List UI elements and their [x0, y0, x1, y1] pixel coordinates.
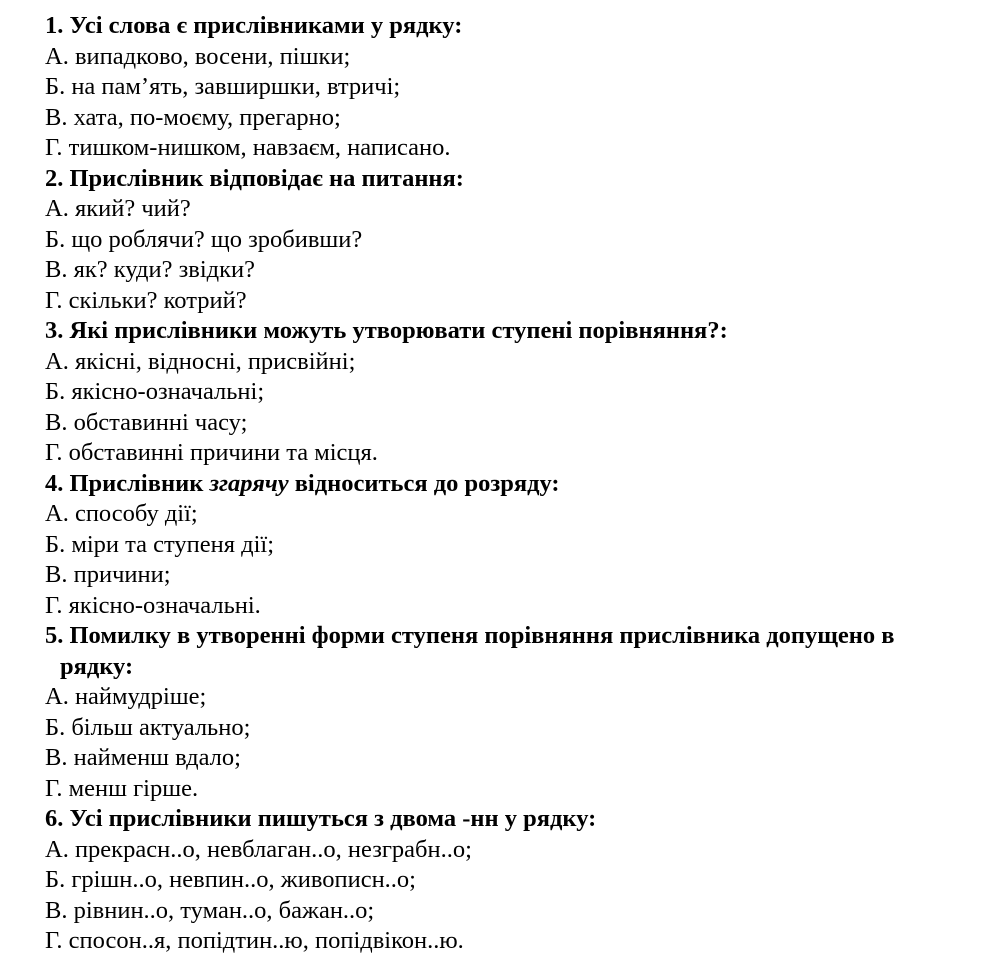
question-3-option-a: А. якісні, відносні, присвійні;: [45, 348, 356, 375]
question-3-option-b: Б. якісно-означальні;: [45, 378, 265, 405]
question-5-option-b: Б. більш актуально;: [45, 714, 251, 741]
question-1-option-c: В. хата, по-моєму, прегарно;: [45, 104, 341, 131]
question-6-option-d: Г. спосон..я, попідтин..ю, попідвікон..ю.: [45, 927, 464, 954]
question-3-option-d: Г. обставинні причини та місця.: [45, 439, 378, 466]
question-2-title: 2. Прислівник відповідає на питання:: [45, 165, 464, 192]
question-4-option-d: Г. якісно-означальні.: [45, 592, 261, 619]
question-5-title-continuation: рядку:: [60, 653, 134, 680]
question-4-title-end: відноситься до розряду:: [288, 470, 560, 497]
question-5-title: 5. Помилку в утворенні форми ступеня порівняння прислівника допущено в: [45, 622, 895, 649]
question-3-option-c: В. обставинні часу;: [45, 409, 248, 436]
question-4-option-a: А. способу дії;: [45, 500, 198, 527]
question-6-option-a: А. прекрасн..о, невблаган..о, незграбн..о;: [45, 836, 472, 863]
question-1-option-a: А. випадково, восени, пішки;: [45, 43, 351, 70]
question-5-option-d: Г. менш гірше.: [45, 775, 199, 802]
question-6-option-b: Б. грішн..о, невпин..о, живописн..о;: [45, 866, 416, 893]
question-5-option-a: А. наймудріше;: [45, 683, 207, 710]
question-2-option-a: А. який? чий?: [45, 195, 191, 222]
question-3-title: 3. Які прислівники можуть утворювати ступені порівняння?:: [45, 317, 728, 344]
question-6-title: 6. Усі прислівники пишуться з двома -нн у рядку:: [45, 805, 597, 832]
question-1-option-b: Б. на пам’ять, завширшки, втричі;: [45, 73, 401, 100]
question-2-option-c: В. як? куди? звідки?: [45, 256, 256, 283]
question-4-title-italic-word: згарячу: [209, 470, 289, 497]
question-2-option-b: Б. що роблячи? що зробивши?: [45, 226, 363, 253]
question-4-title: [45, 469, 560, 499]
question-5-option-c: В. найменш вдало;: [45, 744, 241, 771]
question-4-option-c: В. причини;: [45, 561, 171, 588]
question-2-option-d: Г. скільки? котрий?: [45, 287, 247, 314]
question-6-option-c: В. рівнин..о, туман..о, бажан..о;: [45, 897, 375, 924]
question-4-title-start: 4. Прислівник: [45, 470, 210, 497]
question-1-option-d: Г. тишком-нишком, навзаєм, написано.: [45, 134, 451, 161]
question-4-option-b: Б. міри та ступеня дії;: [45, 531, 275, 558]
question-1-title: 1. Усі слова є прислівниками у рядку:: [45, 12, 463, 39]
